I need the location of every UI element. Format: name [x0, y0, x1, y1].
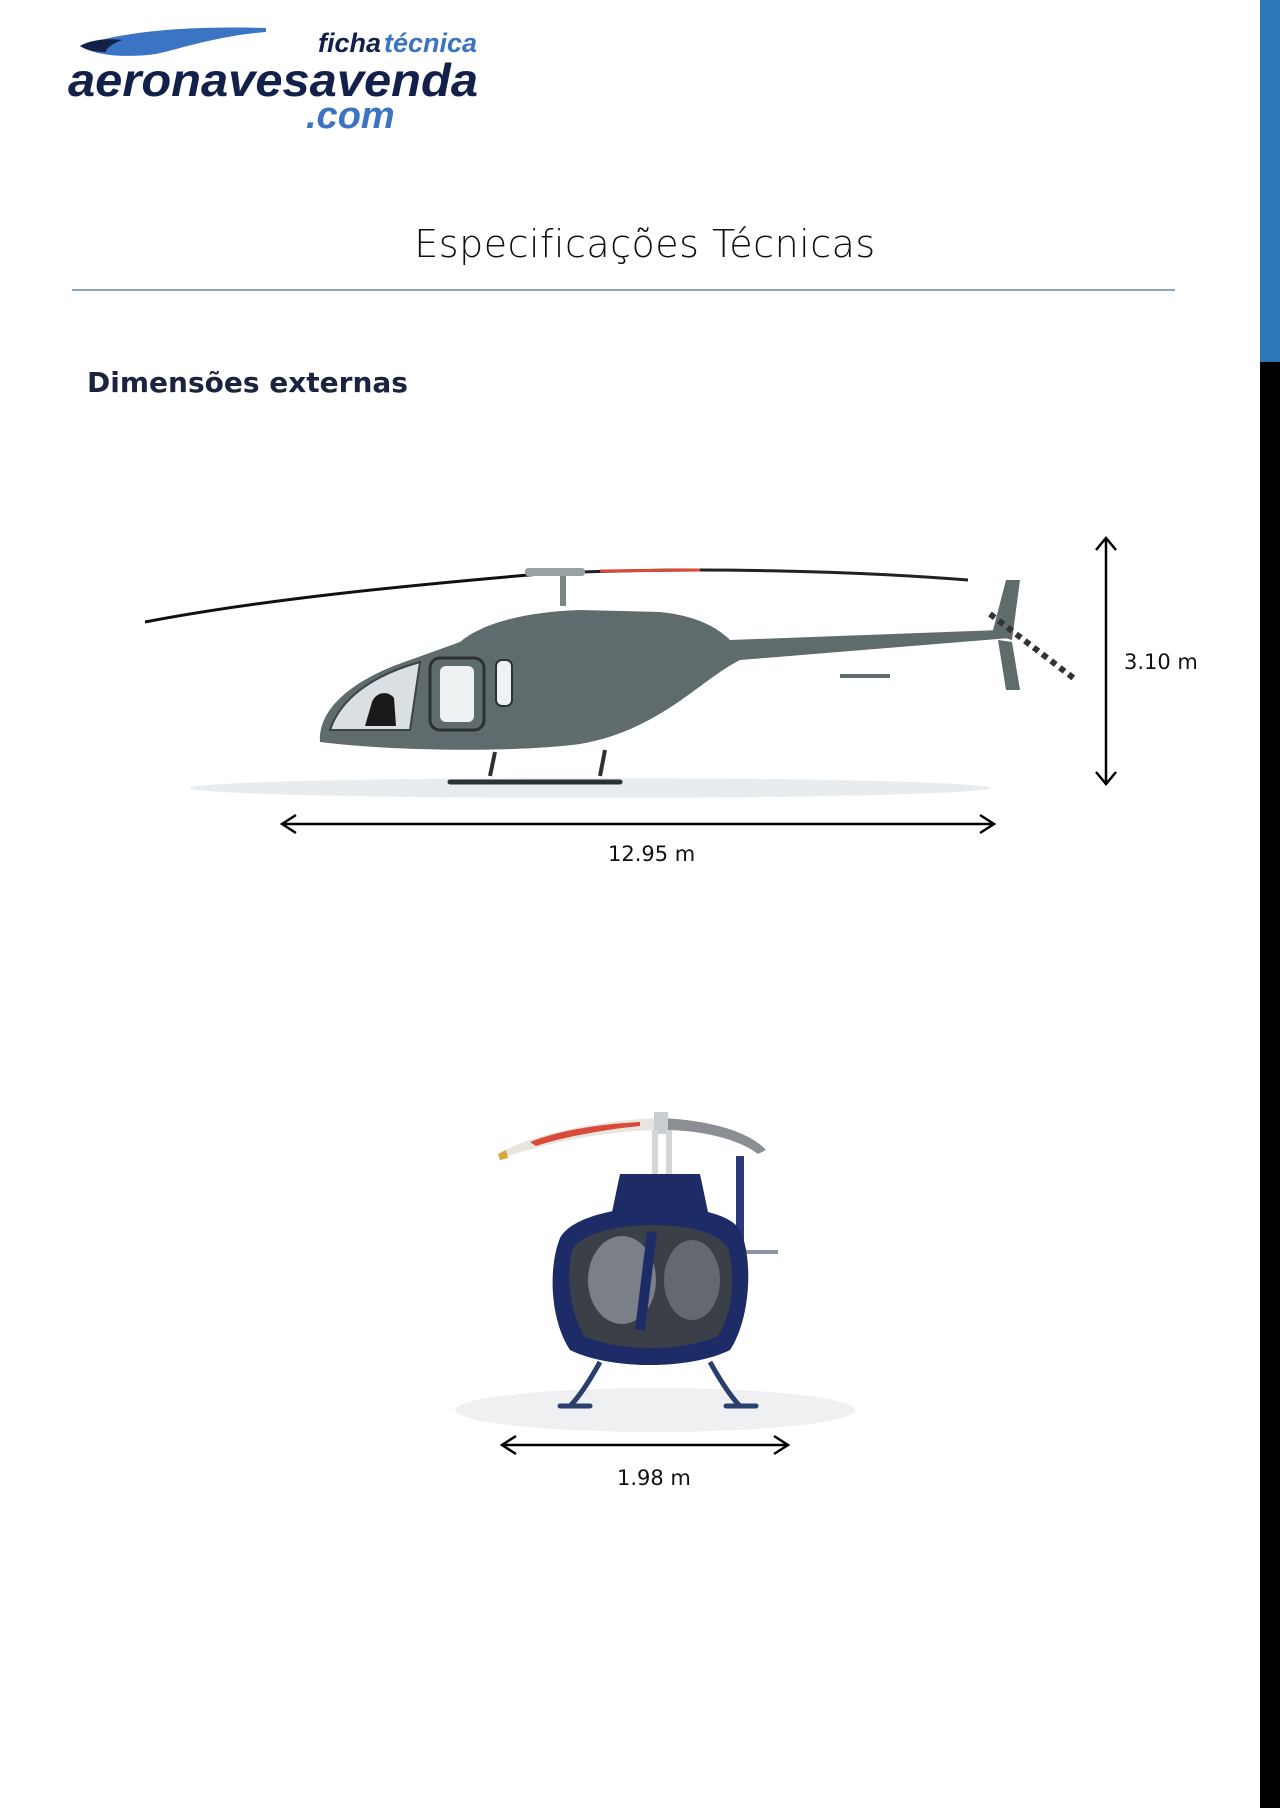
horizontal-stabilizer — [840, 674, 890, 678]
width-dimension-label: 1.98 m — [617, 1466, 691, 1490]
helicopter-front-illustration — [440, 1100, 880, 1440]
section-heading: Dimensões externas — [87, 366, 408, 399]
rear-window — [496, 660, 512, 706]
front-door-window — [440, 666, 474, 722]
logo-graphic — [66, 24, 486, 134]
site-logo — [66, 24, 486, 134]
height-dimension-arrow — [1086, 532, 1126, 792]
front-rotor-right — [660, 1118, 766, 1154]
page-edge-bar-accent — [1260, 0, 1280, 362]
front-engine-cowling — [612, 1174, 708, 1212]
ground-shadow-front — [455, 1388, 855, 1432]
rotor-hub — [525, 568, 585, 576]
tail-fin-upper — [992, 580, 1020, 640]
helicopter-side-illustration — [140, 530, 1200, 830]
rotor-blade-left — [145, 574, 540, 622]
windshield-reflection-right — [664, 1240, 720, 1320]
height-dimension-label: 3.10 m — [1124, 650, 1198, 674]
fuselage — [320, 610, 1010, 750]
logo-brand: aeronavesavenda — [68, 54, 479, 106]
helicopter-side-view — [140, 530, 1200, 830]
length-dimension-arrow — [278, 809, 1008, 839]
page-edge-bar — [1260, 0, 1280, 1808]
logo-tag-tecnica: técnica — [384, 28, 478, 58]
tail-fin-lower — [998, 640, 1020, 690]
length-dimension-label: 12.95 m — [608, 842, 696, 866]
rotor-mast — [560, 576, 566, 606]
skid-struts — [490, 750, 605, 776]
rotor-blade-stripe — [600, 570, 700, 571]
page-title: Especificações Técnicas — [414, 222, 876, 266]
title-divider — [72, 289, 1175, 291]
logo-domain: .com — [306, 95, 395, 134]
logo-tag-ficha: ficha — [318, 28, 382, 58]
helicopter-front-view — [440, 1100, 880, 1440]
width-dimension-arrow — [498, 1430, 798, 1460]
